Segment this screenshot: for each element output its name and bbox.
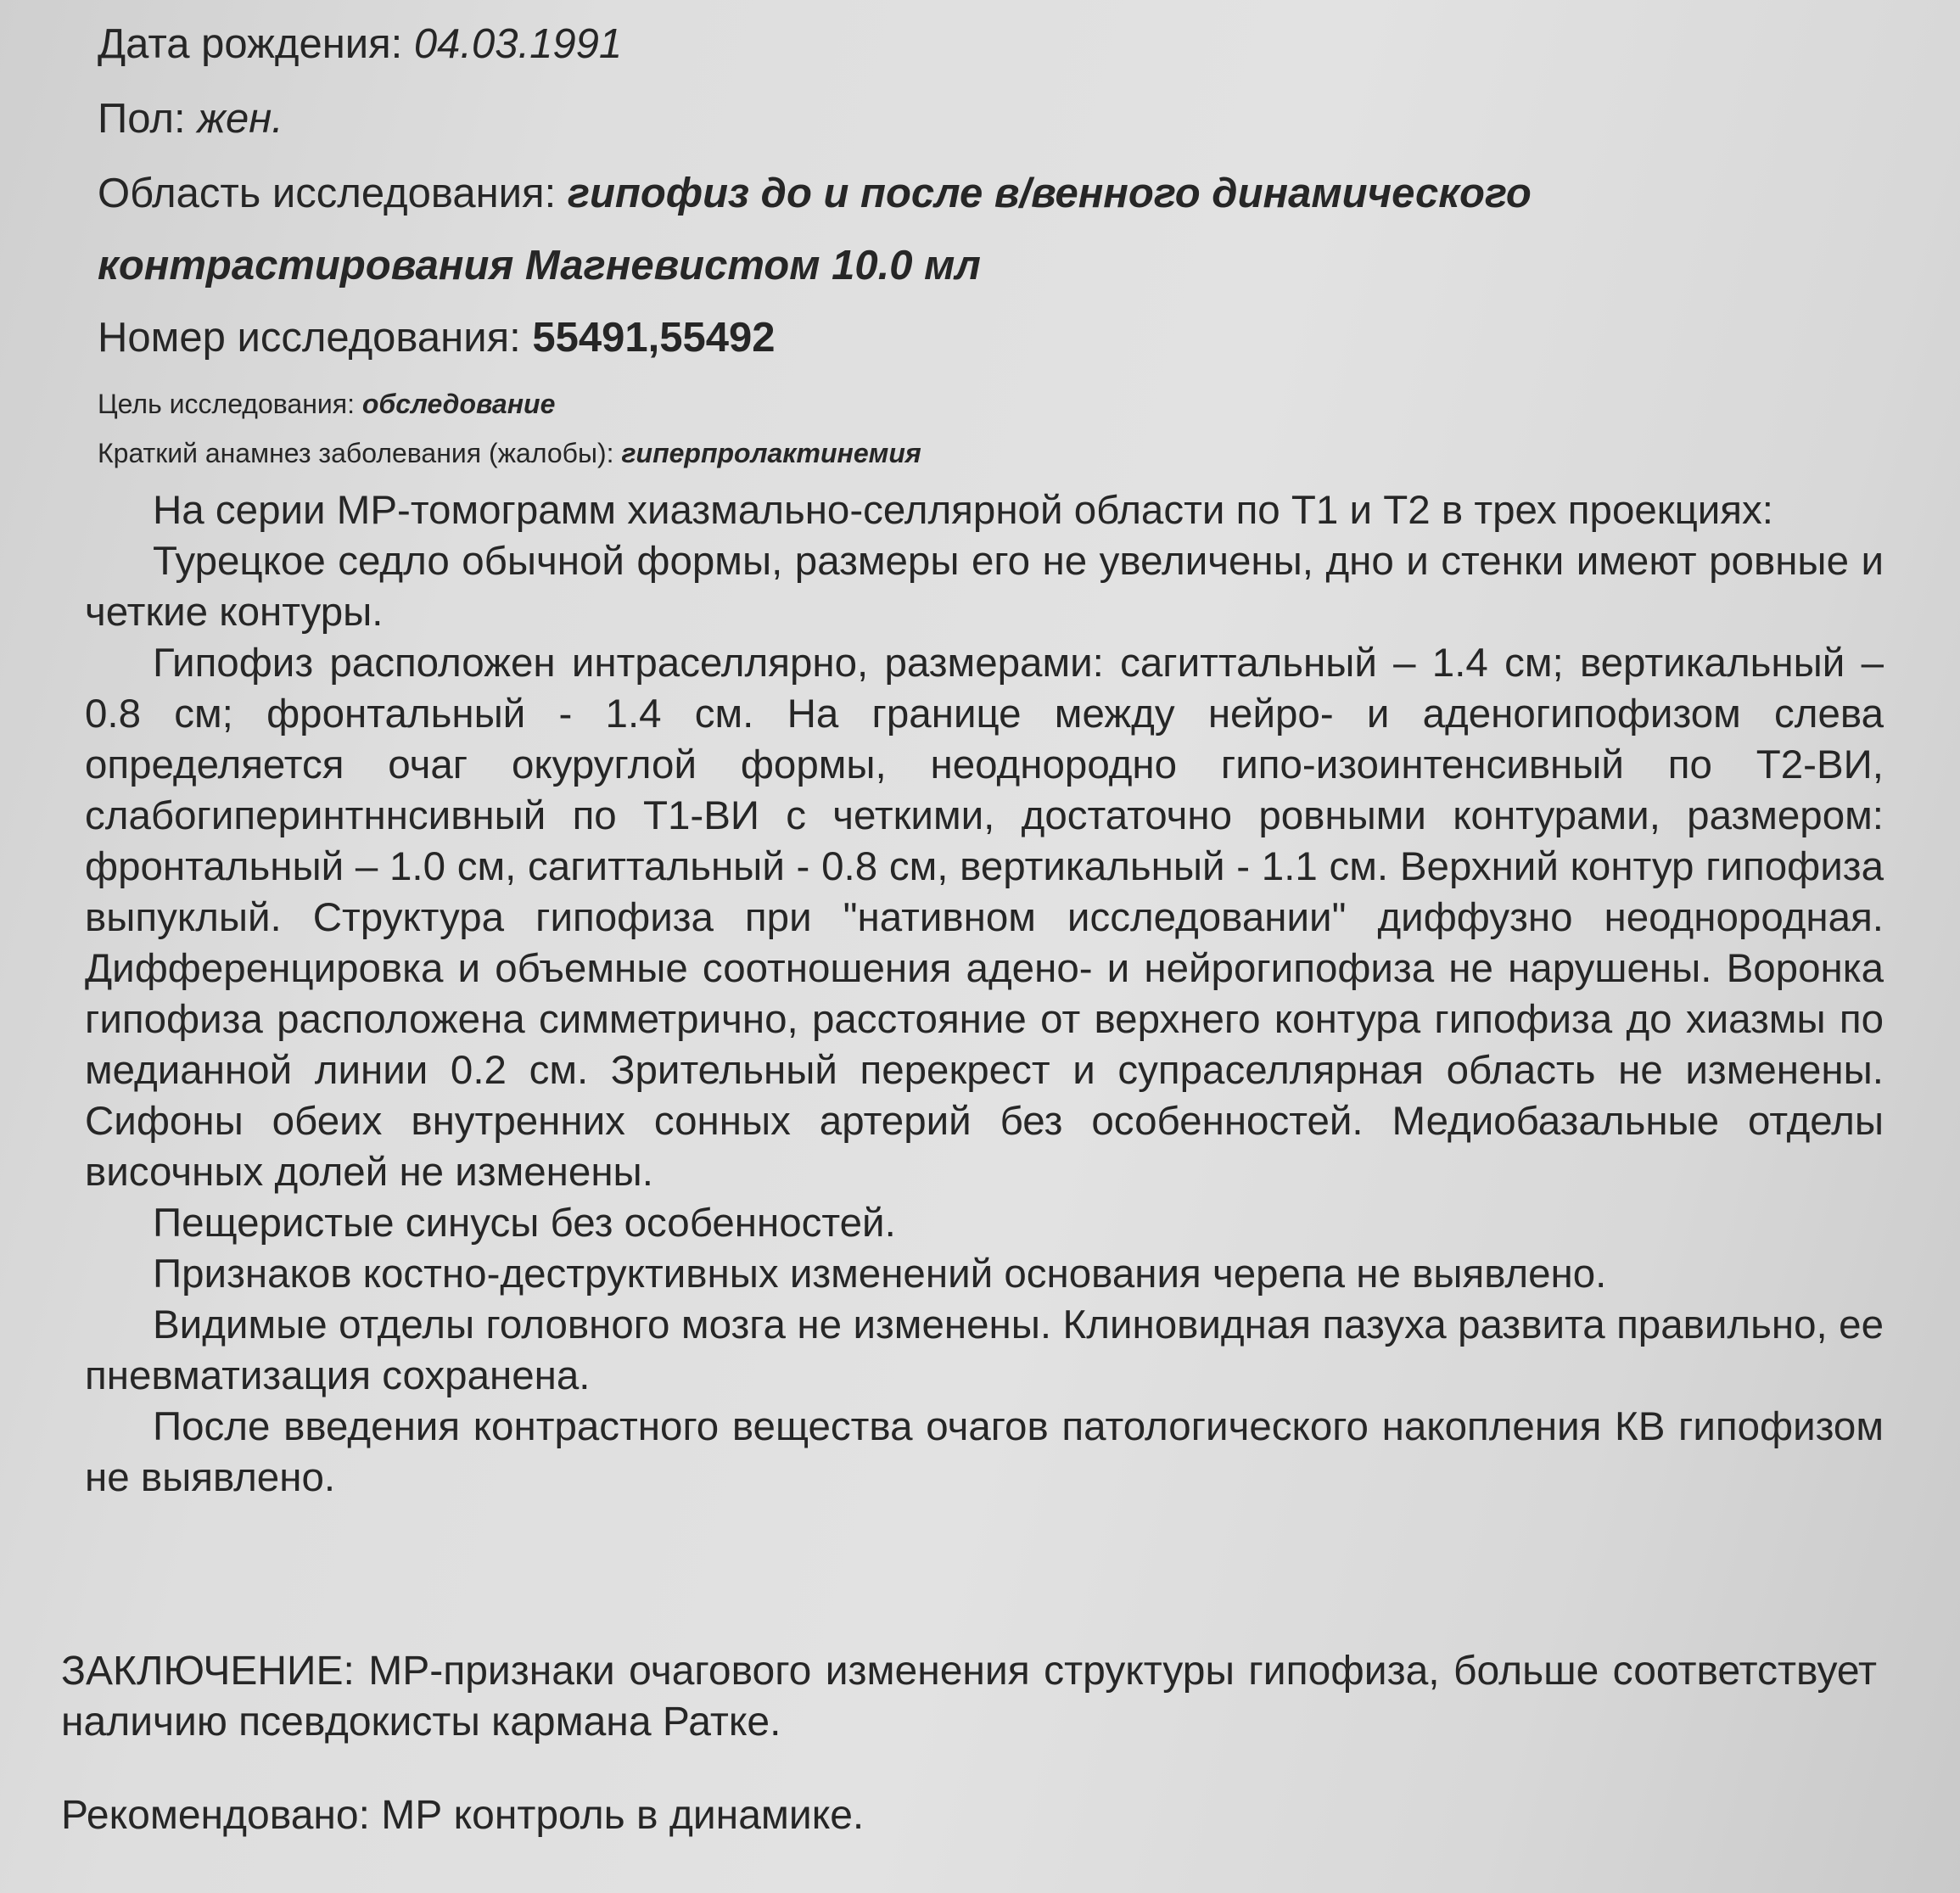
study-number-field [98, 312, 776, 363]
sex-field [98, 93, 283, 144]
findings-paragraph: Турецкое седло обычной формы, размеры его не увеличены, дно и стенки имеют ровные и четкие контуры. [85, 539, 1884, 635]
findings-paragraph: Признаков костно-деструктивных изменений основания черепа не выявлено. [153, 1252, 1607, 1297]
findings-paragraph: Пещеристые синусы без особенностей. [153, 1201, 896, 1246]
birth-date-field [98, 19, 622, 70]
study-number-label: Номер исследования: [98, 315, 521, 361]
findings-paragraph: Гипофиз расположен интраселлярно, размерами: сагиттальный – 1.4 см; вертикальный – 0.8 см; фронтальный - 1.4 см. На границе между нейро- и аденогипофизом слева определяется очаг окуруглой формы, неоднородно гипо-изоинтенсивный по Т2-ВИ, слабогиперинтннсивный по Т1-ВИ с четкими, достаточно ровными контурами, размером: фронтальный – 1.0 см, сагиттальный - 0.8 см, вертикальный - 1.1 см. Верхний контур гипофиза выпуклый. Структура гипофиза при "нативном исследовании" диффузно неоднородная. Дифференцировка и объемные соотношения адено- и нейрогипофиза не нарушены. Воронка гипофиза расположена симметрично, расстояние от верхнего контура гипофиза до хиазмы по медианной линии 0.2 см. Зрительный перекрест и супраселлярная область не изменены. Сифоны обеих внутренних сонных артерий без особенностей. Медиобазальные отделы височных долей не изменены. [85, 641, 1884, 1195]
sex-label: Пол: [98, 96, 186, 142]
conclusion-section [61, 1646, 1877, 1748]
study-number-value: 55491,55492 [532, 315, 776, 361]
study-goal-label: Цель исследования: [98, 389, 355, 419]
study-area-field [98, 168, 1532, 219]
findings-paragraph: Видимые отделы головного мозга не изменены. Клиновидная пазуха развита правильно, ее пневматизация сохранена. [85, 1302, 1884, 1398]
recommendation-text: Рекомендовано: МР контроль в динамике. [61, 1793, 865, 1838]
findings-section [85, 485, 1884, 1504]
findings-paragraph: На серии МР-томограмм хиазмально-селлярной области по Т1 и Т2 в трех проекциях: [153, 488, 1773, 533]
anamnesis-field [98, 436, 921, 470]
study-area-label: Область исследования: [98, 171, 557, 216]
study-area-value-line2: контрастирования Магневистом 10.0 мл [98, 243, 981, 288]
birth-date-label: Дата рождения: [98, 21, 403, 67]
study-area-continuation [98, 240, 981, 291]
study-goal-field [98, 387, 555, 421]
anamnesis-value: гиперпролактинемия [621, 438, 921, 468]
sex-value: жен. [197, 96, 283, 142]
conclusion-text: ЗАКЛЮЧЕНИЕ: МР-признаки очагового изменения структуры гипофиза, больше соответствует наличию псевдокисты кармана Ратке. [61, 1649, 1877, 1745]
study-area-value-line1: гипофиз до и после в/венного динамического [567, 171, 1532, 216]
findings-paragraph: После введения контрастного вещества очагов патологического накопления КВ гипофизом не выявлено. [85, 1404, 1884, 1500]
study-goal-value: обследование [361, 389, 556, 419]
recommendation-section [61, 1790, 1877, 1841]
anamnesis-label: Краткий анамнез заболевания (жалобы): [98, 438, 614, 468]
birth-date-value: 04.03.1991 [413, 21, 623, 67]
